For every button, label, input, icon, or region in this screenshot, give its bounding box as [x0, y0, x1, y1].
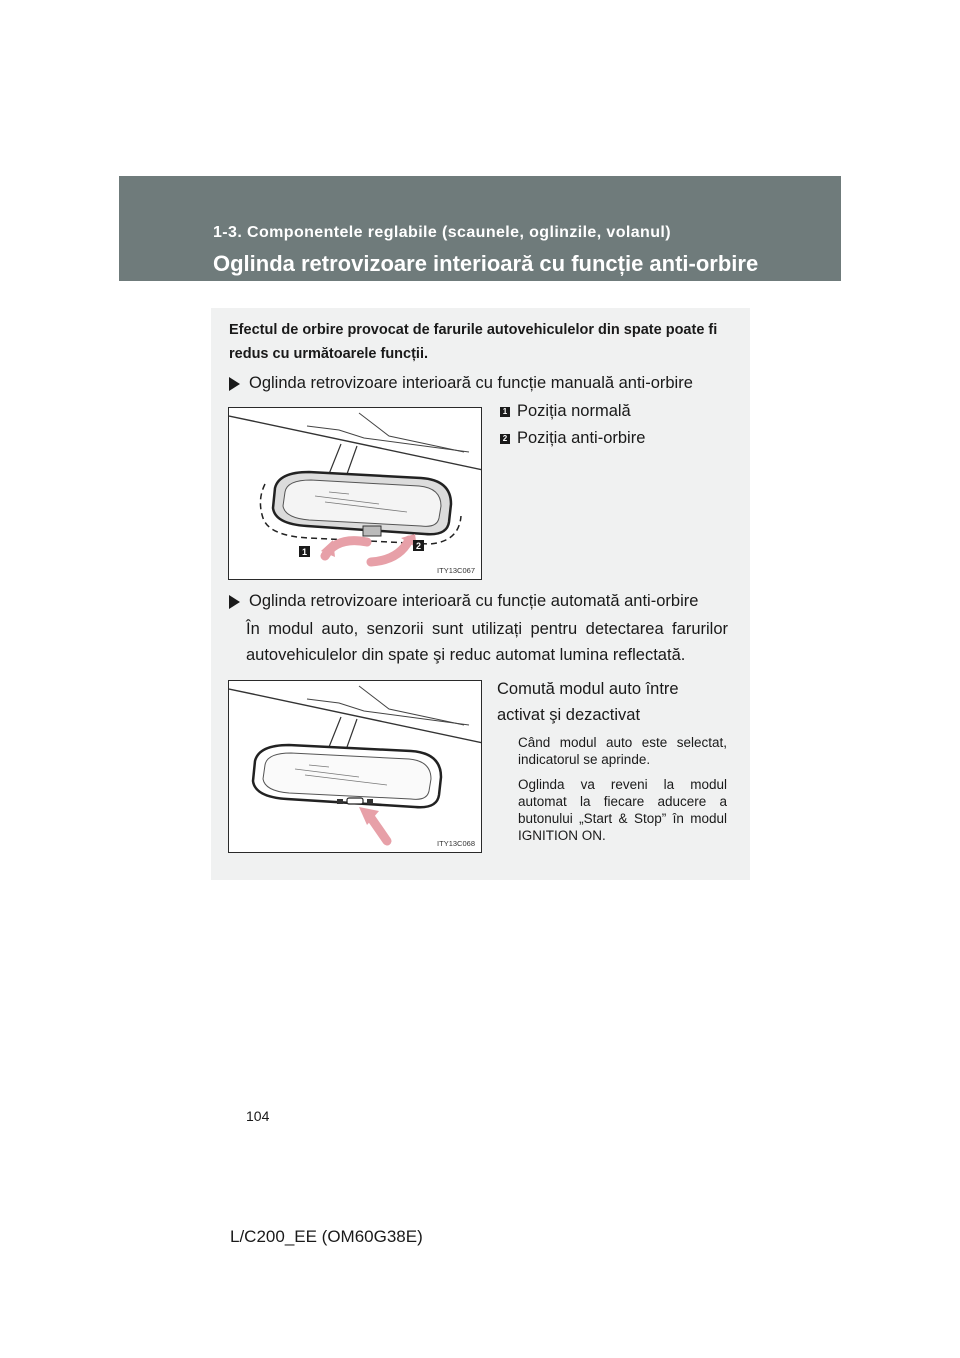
section-header: [119, 176, 841, 281]
legend-item-normal: [500, 402, 631, 421]
svg-text:2: 2: [415, 541, 422, 551]
page-number: 104: [246, 1108, 270, 1124]
automatic-mirror-illustration: [229, 681, 482, 853]
number-1-icon: 1: [500, 407, 510, 417]
svg-text:1: 1: [301, 547, 308, 557]
document-code: L/C200_EE (OM60G38E): [230, 1227, 423, 1246]
legend-item-anti-glare: [500, 429, 645, 448]
figure-code: ITY13C067: [437, 566, 475, 575]
automatic-heading-text: Oglinda retrovizoare interioară cu funcție automată anti-orbire: [249, 592, 699, 610]
automatic-mirror-figure: [228, 680, 482, 853]
legend-label: Poziția normală: [517, 402, 631, 420]
triangle-bullet-icon: [229, 595, 240, 609]
figure-code: ITY13C068: [437, 839, 475, 848]
note-indicator: Când modul auto este selectat, indicatorul se aprinde.: [518, 735, 727, 767]
intro-text: Efectul de orbire provocat de farurile autovehiculelor din spate poate fi redus cu următoarele funcții.: [229, 322, 718, 362]
switch-text: Comută modul auto între activat şi dezactivat: [497, 680, 679, 724]
triangle-bullet-icon: [229, 377, 240, 391]
legend-label: Poziția anti-orbire: [517, 429, 646, 447]
note-ignition: Oglinda va reveni la modul automat la fiecare aducere a butonului „Start & Stop” în modul IGNITION ON.: [518, 777, 727, 843]
number-2-icon: 2: [500, 434, 510, 444]
page-title: Oglinda retrovizoare interioară cu funcție anti-orbire: [213, 251, 759, 276]
content-panel: [211, 308, 750, 880]
automatic-heading: [229, 592, 698, 611]
manual-heading: [229, 374, 693, 393]
automatic-description: În modul auto, senzorii sunt utilizați pentru detectarea farurilor autovehiculelor din spate şi reduc automat lumina reflectată.: [246, 620, 728, 664]
section-label: 1-3. Componentele reglabile (scaunele, oglinzile, volanul): [213, 224, 671, 241]
manual-mirror-figure: [228, 407, 482, 580]
manual-mirror-illustration: [229, 408, 482, 580]
manual-heading-text: Oglinda retrovizoare interioară cu funcție manuală anti-orbire: [249, 374, 693, 392]
